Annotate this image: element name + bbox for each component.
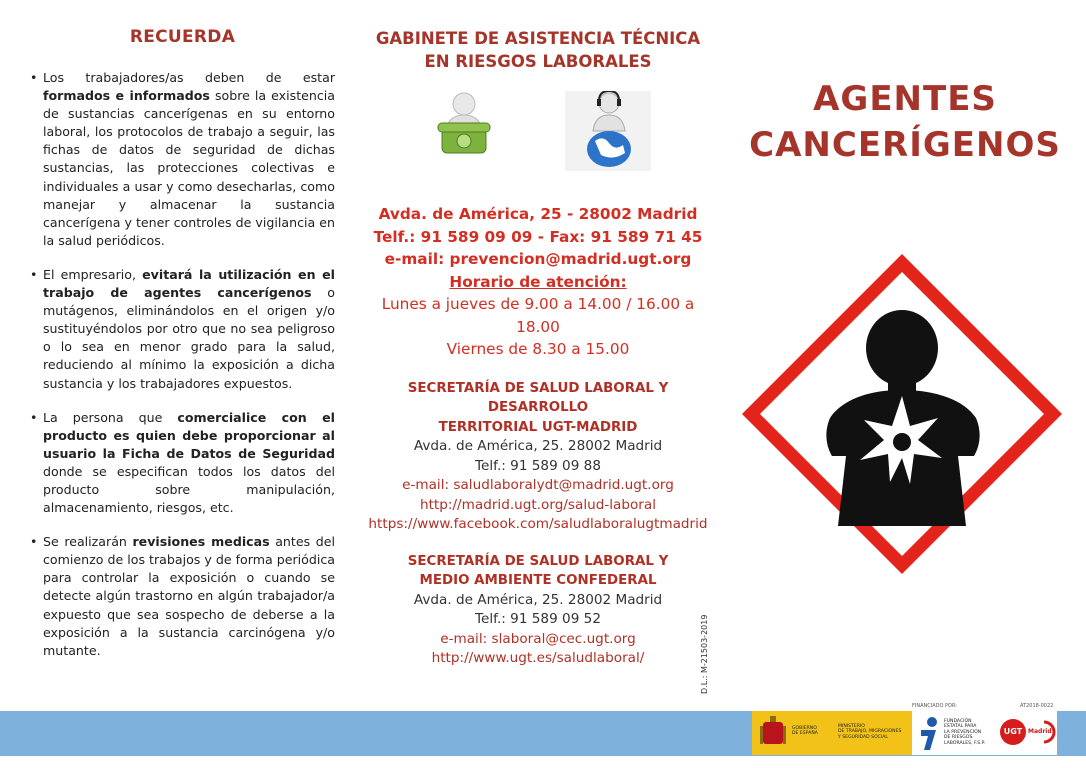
bullet-dot: • — [30, 70, 38, 85]
fundacion-logo — [918, 711, 994, 755]
sec2-address: Avda. de América, 25. 28002 Madrid — [413, 591, 663, 608]
bullet-text: Se realizarán — [43, 534, 133, 550]
cover-title — [740, 76, 1070, 168]
bullet-text: Los trabajadores/as deben de estar — [43, 70, 335, 85]
contact-icons — [360, 91, 716, 181]
secretaria-confederal — [360, 552, 716, 669]
ministerio-logo — [832, 711, 912, 755]
bullet-item — [30, 409, 335, 518]
schedule-weekdays: Lunes a jueves de 9.00 a 14.00 / 16.00 a 18.00 — [381, 295, 695, 336]
main-address: Avda. de América, 25 - 28002 Madrid — [378, 205, 698, 223]
left-column — [30, 0, 335, 676]
bullet-item — [30, 69, 335, 250]
fundacion-line: ESTATAL PARA — [944, 724, 977, 730]
recuerda-heading: RECUERDA — [129, 27, 236, 47]
madrid-arc-icon — [1042, 720, 1056, 744]
bullet-item — [30, 266, 335, 393]
bullet-item — [30, 533, 335, 660]
sec2-email-link[interactable]: e-mail: slaboral@cec.ugt.org — [440, 630, 636, 647]
main-email[interactable]: e-mail: prevencion@madrid.ugt.org — [384, 250, 692, 268]
bullet-bold: revisiones medicas — [132, 534, 270, 550]
phone-person-icon — [428, 91, 500, 167]
fundacion-line: LABORALES, F.S.P. — [944, 740, 986, 746]
sec1-phone: Telf.: 91 589 09 88 — [475, 457, 601, 474]
sec1-title: SECRETARÍA DE SALUD LABORAL Y DESARROLLO — [407, 380, 669, 415]
bullet-text: o mutágenos, eliminándolos en el origen y/o sustituyéndolos por otro que no sea peligroso o lo sea en menor grado para la salud, reduciendo al mínimo la exposición a dicha sustancia y los trabajadores expuestos. — [43, 285, 335, 391]
title-line: AGENTES — [813, 79, 997, 119]
gobierno-line: DE ESPAÑA — [792, 731, 818, 737]
bullet-bold: evitará la utilización en el trabajo de agentes cancerígenos — [43, 266, 335, 301]
sec2-title: MEDIO AMBIENTE CONFEDERAL — [419, 573, 657, 588]
bullet-dot: • — [30, 266, 38, 282]
fundacion-line: FUNDACIÓN — [944, 719, 972, 724]
bullet-text: donde se especifican todos los datos del producto sobre manipulación, almacenamiento, riesgos, etc. — [43, 463, 335, 516]
sec2-web-link[interactable]: http://www.ugt.es/saludlaboral/ — [431, 650, 645, 666]
ministerio-line: Y SEGURIDAD SOCIAL — [838, 734, 888, 740]
heading-line: GABINETE DE ASISTENCIA TÉCNICA — [375, 29, 701, 48]
madrid-label: Madrid — [1028, 728, 1052, 735]
sec1-address: Avda. de América, 25. 28002 Madrid — [413, 438, 663, 454]
sec1-title: TERRITORIAL UGT-MADRID — [438, 419, 638, 435]
fundacion-line: LA PREVENCIÓN — [944, 729, 982, 735]
sec1-email-link[interactable]: e-mail: saludlaboralydt@madrid.ugt.org — [402, 477, 674, 493]
fundacion-line: DE RIESGOS — [944, 735, 973, 741]
right-column — [740, 0, 1070, 168]
ugt-badge: UGT — [1000, 719, 1026, 745]
horario-label: Horario de atención: — [449, 272, 627, 291]
sec1-facebook-link[interactable]: https://www.facebook.com/saludlaboralugtmadrid — [368, 516, 708, 532]
financiado-label: FINANCIADO POR: — [912, 703, 957, 709]
secretaria-madrid — [360, 379, 716, 535]
bullet-text: La persona que — [43, 409, 178, 425]
ministerio-line: DE TRABAJO, MIGRACIONES — [838, 729, 902, 735]
ministerio-line: MINISTERIO — [838, 724, 865, 729]
gobierno-logo — [752, 711, 832, 755]
globe-headset-icon — [565, 91, 651, 175]
main-phone: Telf.: 91 589 09 09 - Fax: 91 589 71 45 — [373, 227, 703, 246]
health-hazard-icon — [738, 250, 1066, 582]
bullet-bold: comercialice con el producto es quien debe proporcionar al usuario la Ficha de Datos de Seguridad — [43, 409, 336, 461]
bullet-text: antes del comienzo de los trabajos y de forma periódica para controlar la exposición o cuando se detecte algún trastorno en algún trabajador/a expuesto que sea sospecho de deberse a la exposición a la sustancia carcinógena y/o mutante. — [43, 534, 335, 658]
coat-of-arms-icon — [758, 716, 788, 750]
main-contact — [360, 203, 716, 361]
legal-deposit: D.L.: M-21503-2019 — [700, 614, 709, 694]
fundacion-mark-icon — [918, 716, 940, 752]
bullet-text: sobre la existencia de sustancias cancerígenas en su entorno laboral, los protocolos de trabajo a seguir, las fichas de datos de seguridad de dichas sustancias, las protecciones colectivas e individuales a usar y como desecharlas, como manejar y almacenar la sustancia cancerígena y tener controles de vigilancia en la salud periódicos. — [43, 88, 335, 248]
bullet-dot: • — [30, 534, 38, 550]
bullet-text: El empresario, — [43, 266, 143, 282]
bullet-bold: formados e informados — [43, 88, 210, 104]
bullet-dot: • — [30, 409, 38, 425]
heading-line: EN RIESGOS LABORALES — [424, 52, 652, 71]
project-code: AT2018-0022 — [1020, 703, 1054, 709]
title-line: CANCERÍGENOS — [749, 125, 1061, 165]
middle-column — [360, 0, 716, 669]
sec2-phone: Telf.: 91 589 09 52 — [475, 611, 601, 627]
gabinete-heading — [360, 27, 716, 73]
schedule-friday: Viernes de 8.30 a 15.00 — [446, 340, 630, 358]
gobierno-line: GOBIERNO — [792, 726, 817, 731]
funders-logos — [752, 711, 1057, 755]
sec1-web-link[interactable]: http://madrid.ugt.org/salud-laboral — [419, 496, 657, 513]
ugt-madrid-logo — [998, 713, 1056, 753]
sec2-title: SECRETARÍA DE SALUD LABORAL Y — [407, 553, 669, 569]
